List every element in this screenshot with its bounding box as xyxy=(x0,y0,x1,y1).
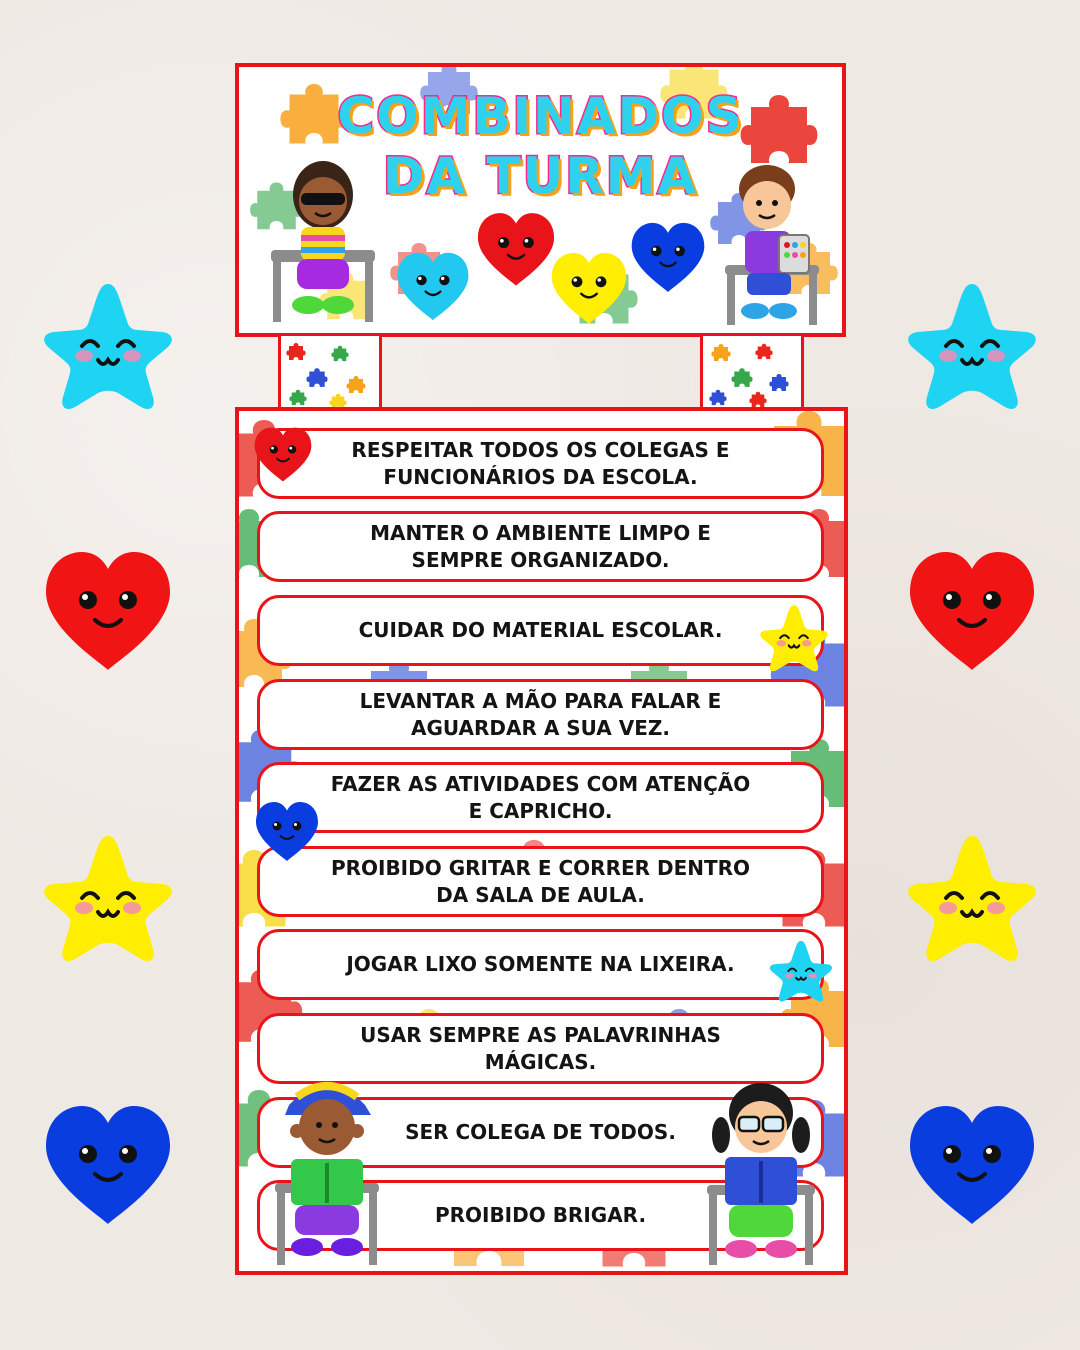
cyan-star-icon xyxy=(767,937,835,1005)
boy-wheelchair-illustration xyxy=(719,155,824,330)
rule-card: CUIDAR DO MATERIAL ESCOLAR. xyxy=(257,595,824,666)
red-heart-icon xyxy=(247,423,319,487)
yellow-heart-icon xyxy=(545,247,633,331)
cyan-star-icon xyxy=(38,276,178,416)
red-heart-icon xyxy=(38,542,178,682)
yellow-star-icon xyxy=(902,828,1042,968)
title-line-2: DA TURMA xyxy=(382,147,699,205)
rule-card: PROIBIDO GRITAR E CORRER DENTRO DA SALA DE AULA. xyxy=(257,846,824,917)
cyan-star-icon xyxy=(902,276,1042,416)
rule-card: PROIBIDO BRIGAR. xyxy=(257,1180,824,1251)
rules-board xyxy=(235,407,848,1275)
rule-card: FAZER AS ATIVIDADES COM ATENÇÃO E CAPRICHO. xyxy=(257,762,824,833)
right-post xyxy=(700,333,804,415)
rule-card: MANTER O AMBIENTE LIMPO E SEMPRE ORGANIZADO. xyxy=(257,511,824,582)
blue-heart-icon xyxy=(902,1096,1042,1236)
rule-card: USAR SEMPRE AS PALAVRINHAS MÁGICAS. xyxy=(257,1013,824,1084)
yellow-star-icon xyxy=(38,828,178,968)
blue-heart-icon xyxy=(625,217,711,299)
blue-heart-icon xyxy=(249,797,325,867)
rule-card: SER COLEGA DE TODOS. xyxy=(257,1097,824,1168)
header-board xyxy=(235,63,846,337)
rule-card: LEVANTAR A MÃO PARA FALAR E AGUARDAR A SUA VEZ. xyxy=(257,679,824,750)
left-post xyxy=(278,333,382,415)
yellow-star-icon xyxy=(757,601,831,675)
cyan-heart-icon xyxy=(391,247,475,327)
red-heart-icon xyxy=(902,542,1042,682)
boy-reading-wheelchair-illustration xyxy=(267,1071,387,1269)
girl-reading-wheelchair-illustration xyxy=(699,1075,823,1269)
blue-heart-icon xyxy=(38,1096,178,1236)
title-line-1: COMBINADOS xyxy=(337,87,744,145)
girl-wheelchair-illustration xyxy=(263,155,383,330)
rule-card: JOGAR LIXO SOMENTE NA LIXEIRA. xyxy=(257,929,824,1000)
rule-card: RESPEITAR TODOS OS COLEGAS E FUNCIONÁRIOS DA ESCOLA. xyxy=(257,428,824,499)
